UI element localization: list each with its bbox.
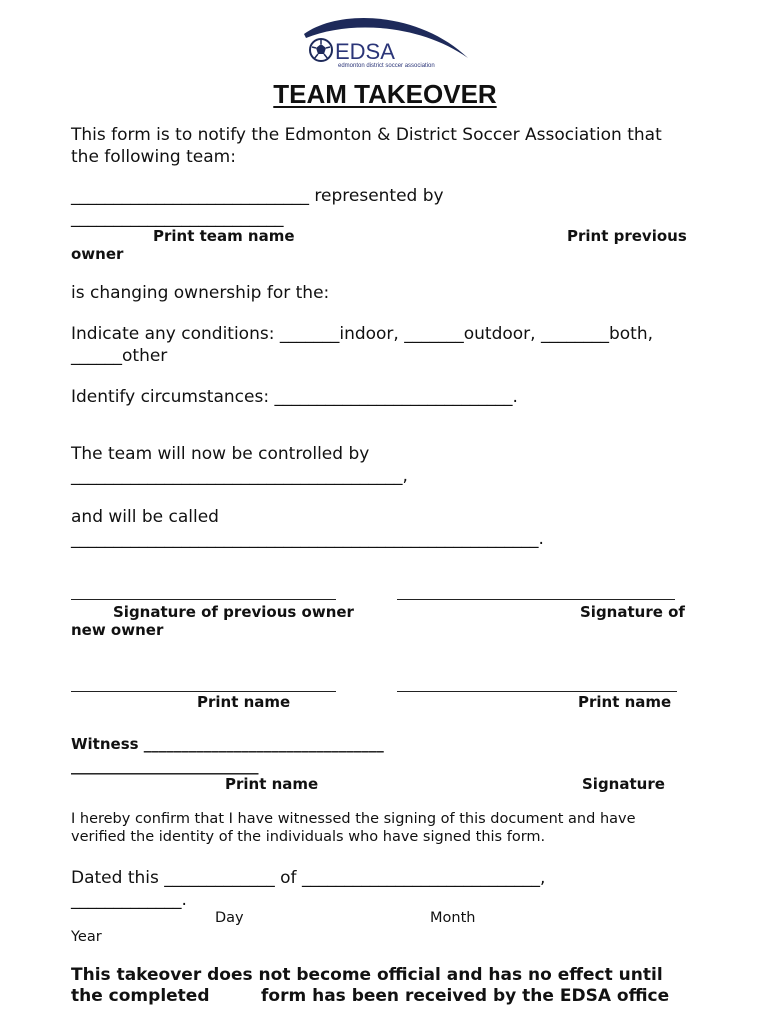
label-new-owner: new owner: [71, 621, 164, 639]
label-print-name-left: Print name: [197, 693, 291, 711]
label-signature-previous-owner: Signature of previous owner: [113, 603, 354, 621]
logo-text: EDSA: [335, 39, 395, 64]
conditions-line-1: Indicate any conditions: _______indoor, _______outdoor, ________both,: [71, 324, 653, 344]
circumstances-line: Identify circumstances: ____________________________.: [71, 387, 518, 407]
witness-print-name-line: _________________________: [71, 757, 259, 775]
logo-tagline: edmonton district soccer association: [338, 63, 435, 69]
previous-owner-line: _________________________: [71, 208, 284, 228]
print-name-line-left: [71, 691, 336, 692]
intro-line-2: the following team:: [71, 147, 236, 167]
label-day: Day: [215, 910, 244, 926]
label-year: Year: [71, 929, 102, 945]
signature-line-previous-owner: [71, 599, 336, 600]
signature-line-new-owner: [397, 599, 675, 600]
label-witness-signature: Signature: [582, 775, 665, 793]
footer-notice-line-1: This takeover does not become official and has no effect until: [71, 965, 663, 985]
label-print-previous: Print previous: [567, 227, 687, 245]
intro-line-1: This form is to notify the Edmonton & District Soccer Association that: [71, 125, 662, 145]
footer-notice-line-2b: form has been received by the EDSA office: [261, 986, 670, 1006]
label-witness-print-name: Print name: [225, 775, 319, 793]
will-be-called-line: _______________________________________________________.: [71, 529, 544, 549]
footer-notice-line-2a: the completed: [71, 986, 210, 1006]
label-owner: owner: [71, 245, 124, 263]
confirm-line-1: I hereby confirm that I have witnessed the signing of this document and have: [71, 811, 636, 827]
changing-ownership-text: is changing ownership for the:: [71, 283, 330, 303]
team-name-line: ____________________________ represented by: [71, 186, 444, 206]
witness-line: Witness ________________________________: [71, 735, 384, 753]
edsa-logo: [300, 14, 470, 70]
dated-year-line: _____________.: [71, 890, 187, 910]
controlled-by-text: The team will now be controlled by: [71, 444, 370, 464]
conditions-line-2: ______other: [71, 346, 168, 366]
label-month: Month: [430, 910, 476, 926]
print-name-line-right: [397, 691, 677, 692]
dated-line: Dated this _____________ of ____________________________,: [71, 868, 546, 888]
label-signature-of: Signature of: [580, 603, 685, 621]
label-print-team-name: Print team name: [153, 227, 295, 245]
label-print-name-right: Print name: [578, 693, 672, 711]
page-title: TEAM TAKEOVER: [273, 79, 497, 109]
controlled-by-line: _______________________________________,: [71, 466, 408, 486]
will-be-called-text: and will be called: [71, 507, 219, 527]
confirm-line-2: verified the identity of the individuals who have signed this form.: [71, 829, 546, 845]
